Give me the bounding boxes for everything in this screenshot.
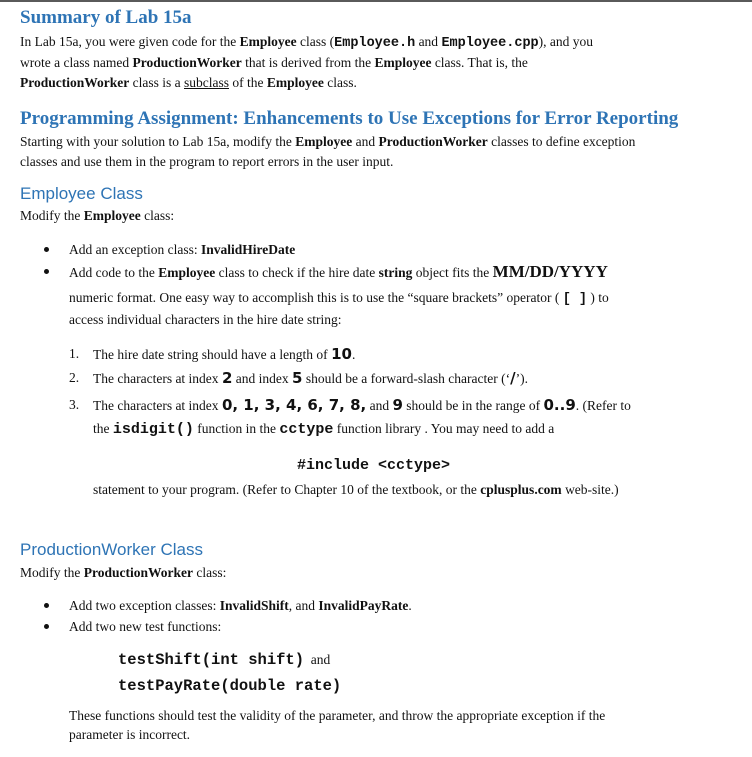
- summary-line-1: In Lab 15a, you were given code for the Employee class (Employee.h and Employee.cpp), and you: [20, 34, 594, 51]
- assignment-line-2: classes and use them in the program to report errors in the user input.: [20, 154, 394, 169]
- employee-bullet-2-line-2: numeric format. One easy way to accomplish this is to use the “square brackets” operator ( [ ] ) to: [69, 290, 609, 307]
- rule-digits: The characters at index 0, 1, 3, 4, 6, 7, 8, and 9 should be in the range of 0..9. (Refer to: [93, 396, 631, 414]
- assignment-line-1: Starting with your solution to Lab 15a, modify the Employee and ProductionWorker classes to define exception: [20, 134, 636, 149]
- production-intro: Modify the ProductionWorker class:: [20, 565, 227, 580]
- assignment-heading: Programming Assignment: Enhancements to Use Exceptions for Error Reporting: [20, 108, 679, 129]
- summary-line-2: wrote a class named ProductionWorker that is derived from the Employee class. That is, the: [20, 55, 528, 70]
- bullet-dot: [44, 269, 49, 274]
- rule-slashes: The characters at index 2 and index 5 should be a forward-slash character (‘/’).: [93, 369, 528, 387]
- production-paragraph-2: parameter is incorrect.: [69, 727, 191, 742]
- employee-heading: Employee Class: [20, 184, 143, 203]
- production-heading: ProductionWorker Class: [20, 540, 203, 559]
- list-number: 2.: [69, 370, 80, 385]
- include-directive: #include <cctype>: [297, 457, 451, 474]
- include-statement: statement to your program. (Refer to Chapter 10 of the textbook, or the cplusplus.com web-site.): [93, 482, 619, 497]
- bullet-dot: [44, 603, 49, 608]
- production-paragraph-1: These functions should test the validity of the parameter, and throw the appropriate exception if the: [69, 708, 606, 723]
- employee-bullet-2: Add code to the Employee class to check if the hire date string object fits the MM/DD/YYYY: [69, 262, 608, 281]
- employee-bullet-2-line-3: access individual characters in the hire date string:: [69, 312, 342, 327]
- production-bullet-2: Add two new test functions:: [69, 619, 222, 634]
- production-bullet-1: Add two exception classes: InvalidShift, and InvalidPayRate.: [69, 598, 412, 613]
- rule-length: The hire date string should have a length of 10.: [93, 345, 356, 363]
- code-test-payrate: testPayRate(double rate): [118, 677, 342, 695]
- list-number: 3.: [69, 397, 80, 412]
- employee-bullet-1: Add an exception class: InvalidHireDate: [69, 242, 296, 257]
- code-test-shift: testShift(int shift) and: [118, 651, 331, 669]
- top-rule: [0, 0, 752, 2]
- bullet-dot: [44, 247, 49, 252]
- bullet-dot: [44, 624, 49, 629]
- summary-heading: Summary of Lab 15a: [20, 7, 192, 28]
- list-number: 1.: [69, 346, 80, 361]
- rule-digits-line-2: the isdigit() function in the cctype function library . You may need to add a: [93, 421, 555, 438]
- summary-line-3: ProductionWorker class is a subclass of the Employee class.: [20, 75, 357, 90]
- employee-intro: Modify the Employee class:: [20, 208, 175, 223]
